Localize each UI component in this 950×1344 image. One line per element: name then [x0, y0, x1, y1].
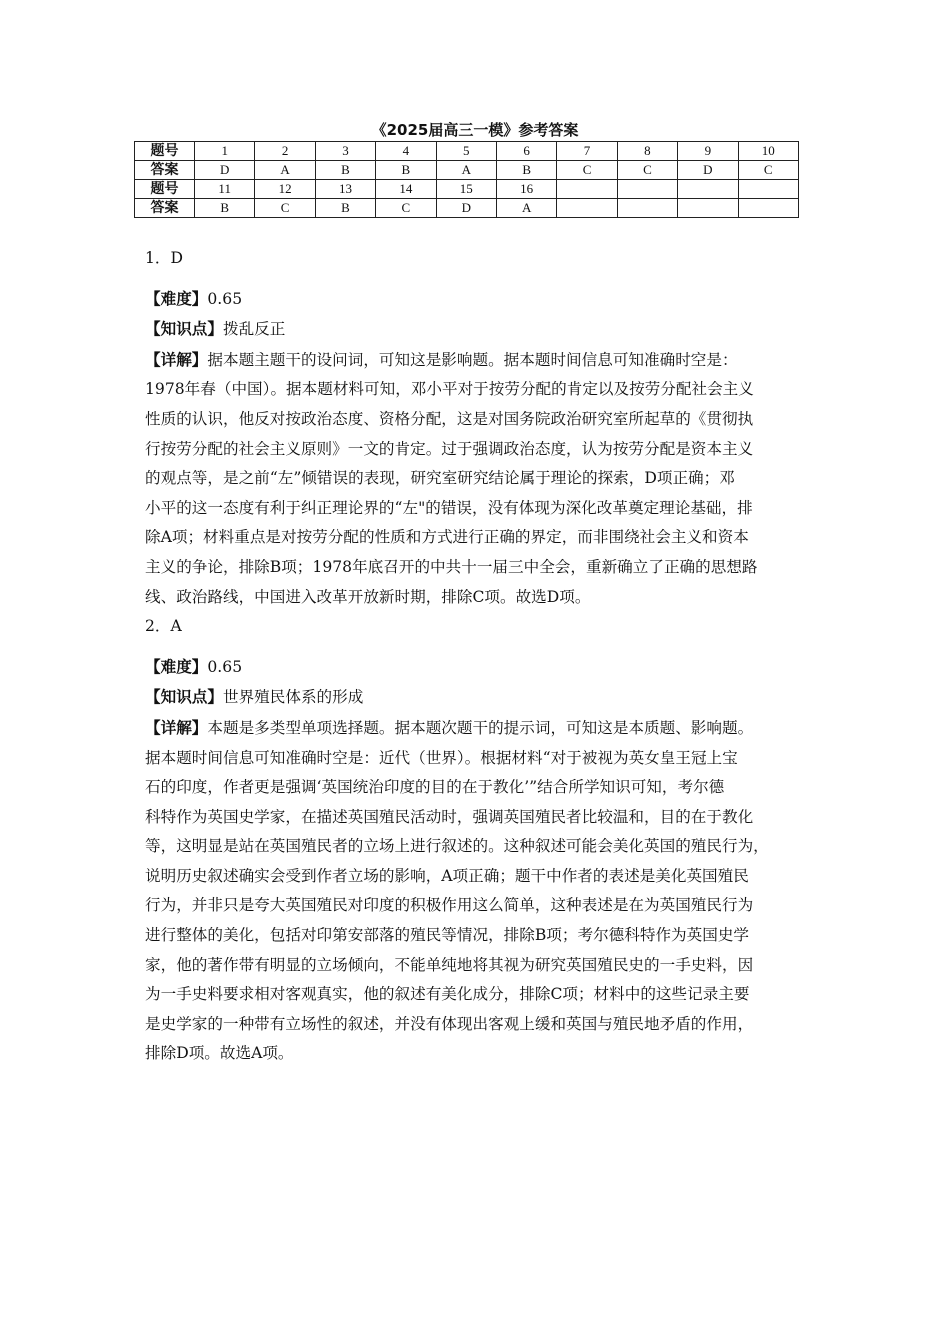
- detail-line-text: 石的印度，作者更是强调‘英国统治印度的目的在于教化’”结合所学知识可知，考尔德: [145, 778, 725, 797]
- answer-cell: B: [376, 161, 436, 180]
- answer-cell: [678, 199, 738, 218]
- detail-line: [145, 375, 805, 405]
- answer-cell: C: [376, 199, 436, 218]
- answer-cell: [557, 199, 617, 218]
- detail-line: [145, 862, 805, 892]
- detail-line-text: 是史学家的一种带有立场性的叙述，并没有体现出客观上缓和英国与殖民地矛盾的作用，: [145, 1014, 754, 1033]
- detail-line-text: 的观点等，是之前“左”倾错误的表现，研究室研究结论属于理论的探索，D项正确；邓: [145, 469, 735, 488]
- detail-line: [145, 803, 805, 833]
- answer-cell: B: [195, 199, 255, 218]
- page-title: 《2025届高三一模》参考答案: [371, 121, 579, 139]
- question-number-cell: [557, 180, 617, 199]
- knowledge-value: 拨乱反正: [222, 320, 286, 339]
- answer-cell: [738, 199, 798, 218]
- question-number-cell: 15: [436, 180, 496, 199]
- answer-cell: D: [678, 161, 738, 180]
- answer-table: [134, 141, 799, 218]
- question-number-cell: 5: [436, 142, 496, 161]
- detail-line-text: 说明历史叙述确实会受到作者立场的影响，A项正确；题干中作者的表述是美化英国殖民: [145, 866, 749, 885]
- row-label: 答案: [135, 199, 195, 218]
- detail-line-text: 本题是多类型单项选择题。据本题次题干的提示词，可知这是本质题、影响题。: [207, 718, 754, 737]
- detail-line: [145, 405, 805, 435]
- detail-line-text: 为一手史料要求相对客观真实，他的叙述有美化成分，排除C项；材料中的这些记录主要: [145, 985, 750, 1004]
- detail-line: [145, 435, 805, 465]
- question-number-cell: 4: [376, 142, 436, 161]
- detail-line: [145, 1039, 805, 1069]
- detail-line-text: 据本题主题干的设问词，可知这是影响题。据本题时间信息可知准确时空是：: [207, 350, 738, 369]
- difficulty-line: [145, 284, 805, 315]
- detail-line-text: 排除D项。故选A项。: [145, 1044, 294, 1063]
- detail-line-text: 小平的这一态度有利于纠正理论界的“左"的错误，没有体现为深化改革奠定理论基础，排: [145, 498, 753, 517]
- question-number-cell: [617, 180, 677, 199]
- detail-line: [145, 523, 805, 553]
- question-number-cell: [678, 180, 738, 199]
- answer-cell: A: [436, 161, 496, 180]
- question-heading: 2．A: [145, 617, 182, 636]
- detail-label: 【详解】: [145, 349, 208, 369]
- detail-line: [145, 553, 805, 583]
- detail-line: [145, 494, 805, 524]
- answer-cell: [617, 199, 677, 218]
- detail-line: [145, 464, 805, 494]
- detail-line-text: 线、政治路线，中国进入改革开放新时期，排除C项。故选D项。: [145, 587, 591, 606]
- detail-line-text: 据本题时间信息可知准确时空是：近代（世界）。根据材料“对于被视为英女皇王冠上宝: [145, 748, 738, 767]
- answer-cell: C: [255, 199, 315, 218]
- question-number-cell: [738, 180, 798, 199]
- answer-cell: A: [496, 199, 556, 218]
- question-number-row: [135, 180, 799, 199]
- answer-cell: A: [255, 161, 315, 180]
- answer-row: [135, 161, 799, 180]
- question-number-cell: 2: [255, 142, 315, 161]
- detail-line-text: 等，这明显是站在英国殖民者的立场上进行叙述的。这种叙述可能会美化英国的殖民行为，: [145, 837, 769, 856]
- knowledge-label: 【知识点】: [145, 687, 223, 707]
- detail-label: 【详解】: [145, 717, 208, 737]
- answer-cell: C: [617, 161, 677, 180]
- detail-line-text: 家，他的著作带有明显的立场倾向，不能单纯地将其视为研究英国殖民史的一手史料，因: [145, 955, 754, 974]
- detail-line: [145, 744, 805, 774]
- question-number-cell: 11: [195, 180, 255, 199]
- row-label: 答案: [135, 161, 195, 180]
- detail-line-text: 主义的争论，排除B项；1978年底召开的中共十一届三中全会，重新确立了正确的思想路: [145, 557, 758, 576]
- answer-cell: C: [738, 161, 798, 180]
- question-number-cell: 1: [195, 142, 255, 161]
- question-1-explanation: [145, 244, 805, 612]
- question-number-cell: 6: [496, 142, 556, 161]
- detail-line: [145, 951, 805, 981]
- knowledge-label: 【知识点】: [145, 319, 223, 339]
- question-number-row: [135, 142, 799, 161]
- answer-cell: D: [195, 161, 255, 180]
- answer-row: [135, 199, 799, 218]
- question-heading: 1．D: [145, 249, 184, 267]
- knowledge-line: [145, 314, 805, 345]
- detail-text: [145, 345, 805, 612]
- question-number-cell: 9: [678, 142, 738, 161]
- difficulty-label: 【难度】: [145, 656, 208, 676]
- answer-cell: D: [436, 199, 496, 218]
- detail-line-text: 行为，并非只是夸大英国殖民对印度的积极作用这么简单，这种表述是在为英国殖民行为: [145, 896, 754, 915]
- detail-line: [145, 1010, 805, 1040]
- knowledge-line: [145, 682, 805, 713]
- row-label: 题号: [135, 142, 195, 161]
- question-number-cell: 13: [315, 180, 375, 199]
- question-number-cell: 10: [738, 142, 798, 161]
- detail-line: [145, 583, 805, 613]
- detail-line-text: 科特作为英国史学家，在描述英国殖民活动时，强调英国殖民者比较温和，目的在于教化: [145, 807, 754, 826]
- difficulty-value: 0.65: [207, 289, 243, 308]
- question-number-cell: 16: [496, 180, 556, 199]
- answer-cell: C: [557, 161, 617, 180]
- detail-line-text: 1978年春（中国）。据本题材料可知，邓小平对于按劳分配的肯定以及按劳分配社会主义: [145, 380, 754, 399]
- detail-line: [145, 773, 805, 803]
- question-number-cell: 14: [376, 180, 436, 199]
- difficulty-value: 0.65: [207, 657, 243, 676]
- answer-cell: B: [315, 161, 375, 180]
- detail-line: [145, 980, 805, 1010]
- detail-line-text: 行按劳分配的社会主义原则》一文的肯定。过于强调政治态度，认为按劳分配是资本主义: [145, 439, 754, 458]
- detail-line: [145, 832, 805, 862]
- answer-explanations: [145, 244, 805, 1069]
- question-number-cell: 8: [617, 142, 677, 161]
- row-label: 题号: [135, 180, 195, 199]
- question-number-cell: 12: [255, 180, 315, 199]
- difficulty-label: 【难度】: [145, 288, 208, 308]
- detail-line-text: 进行整体的美化，包括对印第安部落的殖民等情况，排除B项；考尔德科特作为英国史学: [145, 926, 750, 945]
- detail-line: [145, 345, 805, 376]
- detail-line: [145, 921, 805, 951]
- question-number-cell: 3: [315, 142, 375, 161]
- detail-line: [145, 891, 805, 921]
- detail-line-text: 性质的认识，他反对按政治态度、资格分配，这是对国务院政治研究室所起草的《贯彻执: [145, 409, 754, 428]
- detail-text: [145, 713, 805, 1069]
- difficulty-line: [145, 652, 805, 683]
- answer-cell: B: [315, 199, 375, 218]
- knowledge-value: 世界殖民体系的形成: [222, 688, 364, 707]
- detail-line-text: 除A项；材料重点是对按劳分配的性质和方式进行正确的界定，而非围绕社会主义和资本: [145, 528, 749, 547]
- detail-line: [145, 713, 805, 744]
- answer-cell: B: [496, 161, 556, 180]
- question-2-explanation: [145, 612, 805, 1069]
- question-number-cell: 7: [557, 142, 617, 161]
